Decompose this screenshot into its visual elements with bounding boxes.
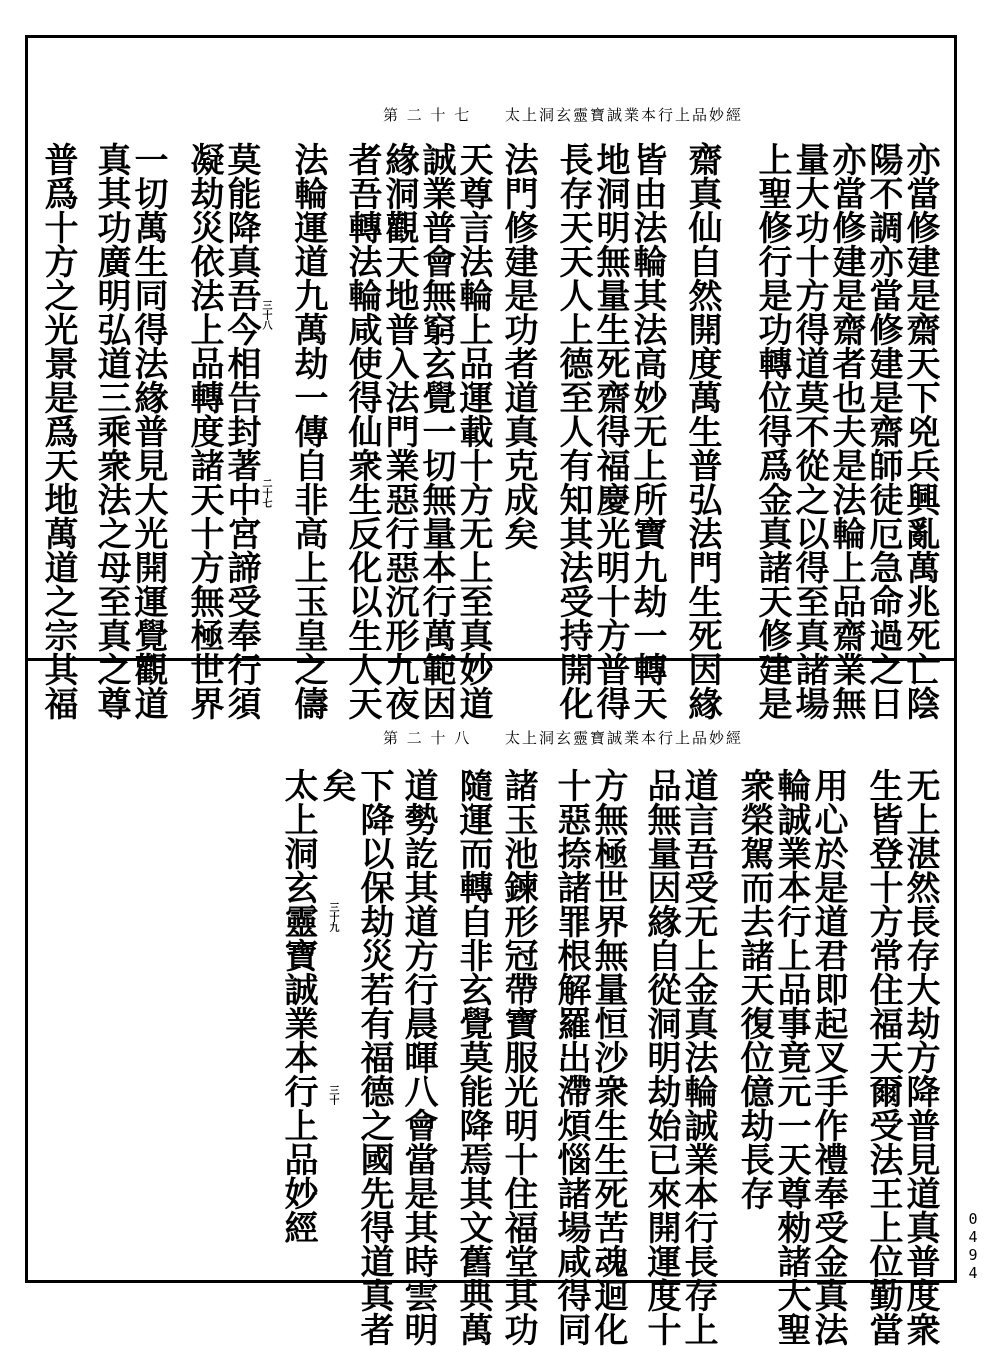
text-column: 衆榮駕而去諸天復位億劫長存: [734, 768, 774, 1210]
top-header-title: 太上洞玄靈寶誠業本行上品妙經: [505, 106, 744, 124]
text-column: 普爲十方之光景是爲天地萬道之宗其福: [38, 142, 78, 720]
text-column: 量大功十方得道莫不從之以得至真諸場: [789, 142, 829, 720]
text-column: 十惡捺諸罪根解羅出滯煩惱諸場咸得同: [551, 768, 591, 1346]
text-column: 品無量因緣自從洞明劫始已來開運度十: [641, 768, 681, 1346]
text-column: 莫能降真吾今相告封著中宮諦受奉行須: [221, 142, 261, 720]
text-column: 一切萬生同得法緣普見大光開運覺觀道: [128, 142, 168, 720]
text-column: 法輪運道九萬劫一傳自非高上玉皇之儔: [288, 142, 328, 720]
text-column: 者吾轉法輪咸使得仙衆生反化以生人天: [342, 142, 382, 720]
page-number: 0494: [964, 1210, 982, 1282]
text-column: 上聖修行是功轉位得爲金真諸天修建是: [752, 142, 792, 720]
text-column: 亦當修建是齋天下兇兵興亂萬兆死亡陰: [900, 142, 940, 720]
text-column: 皆由法輪其法高妙无上所寶九劫一轉天: [627, 142, 667, 720]
text-column: 陽不調亦當修建是齋師徒厄急命過之日: [863, 142, 903, 720]
margin-note: 三十九: [327, 902, 338, 932]
bottom-header-page: 第 二 十 八: [383, 729, 472, 747]
text-column: 无上湛然長存大劫方降普見道真普度衆: [900, 768, 940, 1346]
text-column: 方無極世界無量恒沙衆生生死苦魂迴化: [588, 768, 628, 1346]
text-column: 用心於是道君即起叉手作禮奉受金真法: [808, 768, 848, 1346]
text-column: 法門修建是功者道真克成矣: [498, 142, 538, 550]
margin-note: 三十: [327, 1085, 338, 1105]
margin-note: 二十七: [260, 478, 271, 508]
text-column: 生皆登十方常住福天爾受法王上位勤當: [863, 768, 903, 1346]
text-column: 隨運而轉自非玄覺莫能降焉其文舊典萬: [453, 768, 493, 1346]
text-column: 諸玉池鍊形冠帶寶服光明十住福堂其功: [498, 768, 538, 1346]
text-column: 長存天天人上德至人有知其法受持開化: [553, 142, 593, 720]
text-column: 下降以保劫災若有福德之國先得道真者: [354, 768, 394, 1346]
text-column: 緣洞觀天地普入法門業惡行惡沉形九夜: [379, 142, 419, 720]
top-header-page: 第 二 十 七: [383, 106, 472, 124]
text-column: 天尊言法輪上品運載十方无上至真妙道: [453, 142, 493, 720]
text-column: 輪誠業本行上品事竟元一天尊勑諸大聖: [771, 768, 811, 1346]
text-column: 齋真仙自然開度萬生普弘法門生死因緣: [682, 142, 722, 720]
text-column: 地洞明無量生死齋得福慶光明十方普得: [590, 142, 630, 720]
text-column: 誠業普會無窮玄覺一切無量本行萬範因: [416, 142, 456, 720]
text-column: 太上洞玄靈寶誠業本行上品妙經: [278, 768, 318, 1244]
text-column: 矣: [316, 768, 356, 802]
text-column: 亦當修建是齋者也夫是法輪上品齋業無: [826, 142, 866, 720]
bottom-header-title: 太上洞玄靈寶誠業本行上品妙經: [505, 729, 744, 747]
text-column: 道勢訖其道方行晨暉八會當是其時雲明: [398, 768, 438, 1346]
text-column: 真其功廣明弘道三乘衆法之母至真之尊: [91, 142, 131, 720]
text-column: 道言吾受无上金真法輪誠業本行長存上: [678, 768, 718, 1346]
margin-note: 三十八: [260, 300, 271, 330]
text-column: 凝劫災依法上品轉度諸天十方無極世界: [184, 142, 224, 720]
